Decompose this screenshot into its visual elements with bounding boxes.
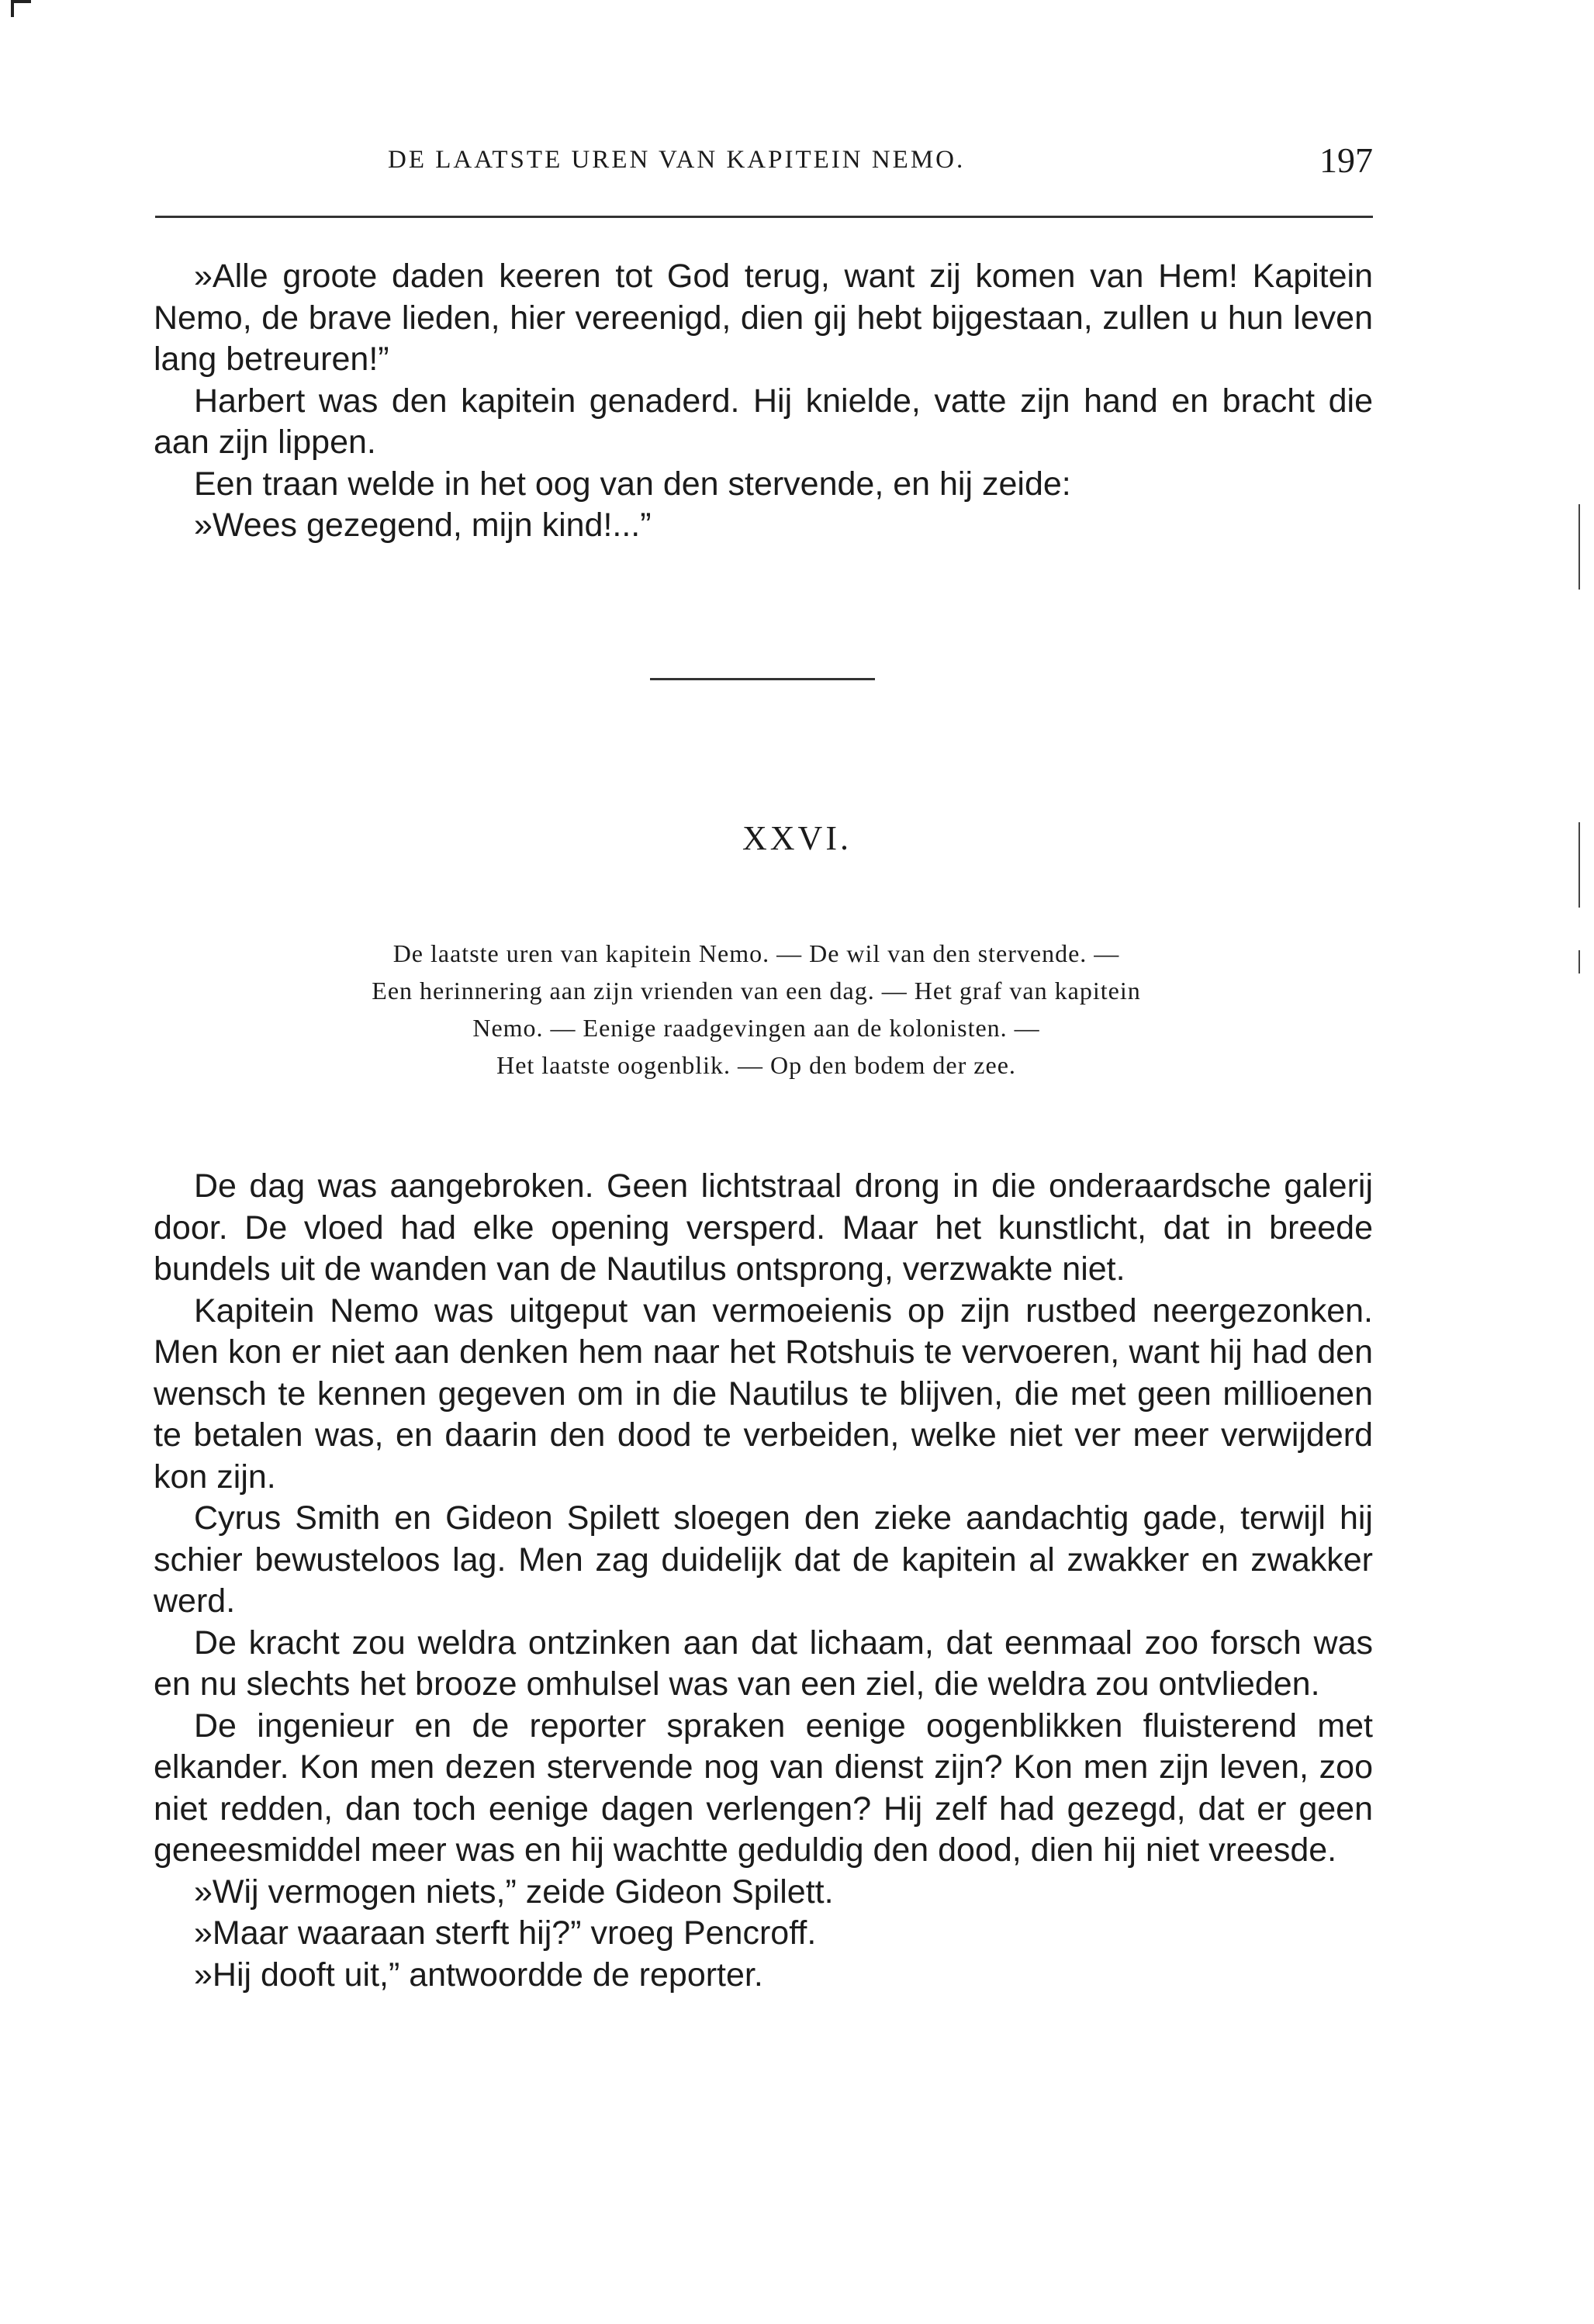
paragraph: »Maar waaraan sterft hij?” vroeg Pencroff. [194, 1914, 817, 1952]
paragraph: »Alle groote daden keeren tot God terug, want zij komen van Hem! Kapitein Nemo, de brave lieden, hier vereenigd, dien gij hebt bijgestaan, zullen u hun leven lang betreuren!” [154, 258, 1373, 378]
header-rule [155, 216, 1373, 218]
chapter-text-block [154, 1166, 1373, 1996]
paragraph: De kracht zou weldra ontzinken aan dat lichaam, dat eenmaal zoo forsch was en nu slechts het brooze omhulsel was van een ziel, die weldra zou ontvlieden. [154, 1624, 1373, 1703]
running-head [155, 140, 1373, 192]
chapter-summary [186, 935, 1326, 1084]
section-divider [650, 678, 875, 680]
page-number: 197 [1319, 140, 1373, 180]
margin-mark [1578, 822, 1580, 908]
chapter-number: XXVI. [742, 819, 852, 857]
paragraph: »Wees gezegend, mijn kind!...” [194, 507, 652, 544]
paragraph: De dag was aangebroken. Geen lichtstraal drong in die onderaardsche galerij door. De vloed had elke opening versperd. Maar het kunstlicht, dat in breede bundels uit de wanden van de Nautilus ontsprong, verzwakte niet. [154, 1167, 1373, 1288]
paragraph: Kapitein Nemo was uitgeput van vermoeienis op zijn rustbed neergezonken. Men kon er niet aan denken hem naar het Rotshuis te vervoeren, want hij had den wensch te kennen gegeven om in die Nautilus te blijven, die met geen millioenen te betalen was, en daarin den dood te verbeiden, welke niet ver meer verwijderd kon zijn. [154, 1292, 1373, 1496]
paragraph: »Wij vermogen niets,” zeide Gideon Spilett. [194, 1873, 834, 1911]
paragraph: Harbert was den kapitein genaderd. Hij knielde, vatte zijn hand en bracht die aan zijn lippen. [154, 382, 1373, 461]
paragraph: Cyrus Smith en Gideon Spilett sloegen den zieke aandachtig gade, terwijl hij schier bewusteloos lag. Men zag duidelijk dat de kapitein al zwakker en zwakker werd. [154, 1499, 1373, 1620]
summary-line: De laatste uren van kapitein Nemo. — De wil van den stervende. — [392, 939, 1120, 967]
summary-line: Het laatste oogenblik. — Op den bodem der zee. [496, 1051, 1016, 1079]
running-title: DE LAATSTE UREN VAN KAPITEIN NEMO. [388, 146, 966, 174]
margin-mark [1578, 504, 1580, 590]
crop-mark [11, 0, 31, 17]
paragraph: »Hij dooft uit,” antwoordde de reporter. [194, 1956, 763, 1994]
opening-text-block [154, 256, 1373, 547]
summary-line: Een herinnering aan zijn vrienden van een dag. — Het graf van kapitein [372, 977, 1141, 1005]
summary-line: Nemo. — Eenige raadgevingen aan de kolonisten. — [472, 1014, 1040, 1042]
paragraph: De ingenieur en de reporter spraken eenige oogenblikken fluisterend met elkander. Kon men dezen stervende nog van dienst zijn? Kon men zijn leven, zoo niet redden, dan toch eenige dagen verlengen? Hij zelf had gezegd, dat er geen geneesmiddel meer was en hij wachtte geduldig den dood, dien hij niet vreesde. [154, 1707, 1373, 1869]
margin-mark [1578, 950, 1580, 974]
paragraph: Een traan welde in het oog van den stervende, en hij zeide: [194, 465, 1071, 503]
